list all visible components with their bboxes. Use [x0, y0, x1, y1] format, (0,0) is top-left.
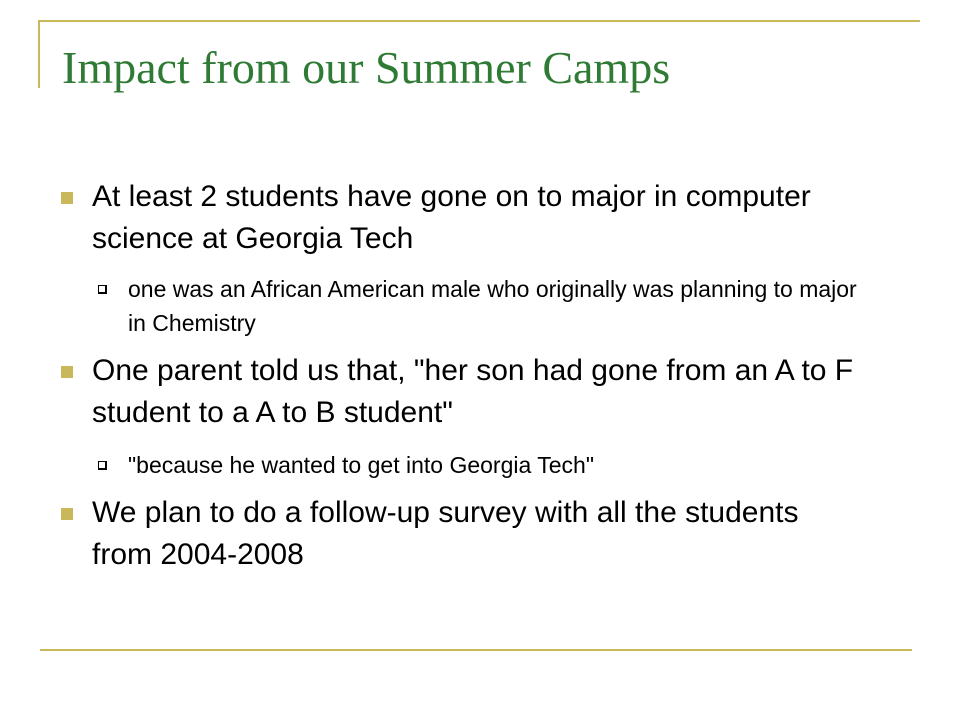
- bullet-item: [60, 492, 860, 576]
- hollow-square-bullet-icon: [98, 285, 107, 294]
- square-bullet-icon: [61, 192, 73, 204]
- slide-title: Impact from our Summer Camps: [62, 42, 671, 93]
- bullet-item: [60, 176, 860, 260]
- sub-bullet-item: [60, 272, 860, 340]
- bullet-text: At least 2 students have gone on to major in computer science at Georgia Tech: [92, 180, 811, 255]
- bullet-item: [60, 350, 860, 434]
- bullet-text: One parent told us that, "her son had gone from an A to F student to a A to B student": [92, 354, 854, 429]
- sub-bullet-text: one was an African American male who originally was planning to major in Chemistry: [128, 276, 857, 336]
- bullet-text: We plan to do a follow-up survey with all the students from 2004-2008: [92, 496, 799, 571]
- square-bullet-icon: [61, 366, 73, 378]
- square-bullet-icon: [61, 508, 73, 520]
- left-rule: [38, 20, 40, 88]
- sub-bullet-item: [60, 448, 860, 482]
- bullet-list: [60, 176, 860, 576]
- top-rule: [38, 20, 920, 22]
- hollow-square-bullet-icon: [98, 461, 107, 470]
- sub-bullet-text: "because he wanted to get into Georgia Tech": [128, 452, 594, 478]
- bottom-rule: [40, 649, 912, 651]
